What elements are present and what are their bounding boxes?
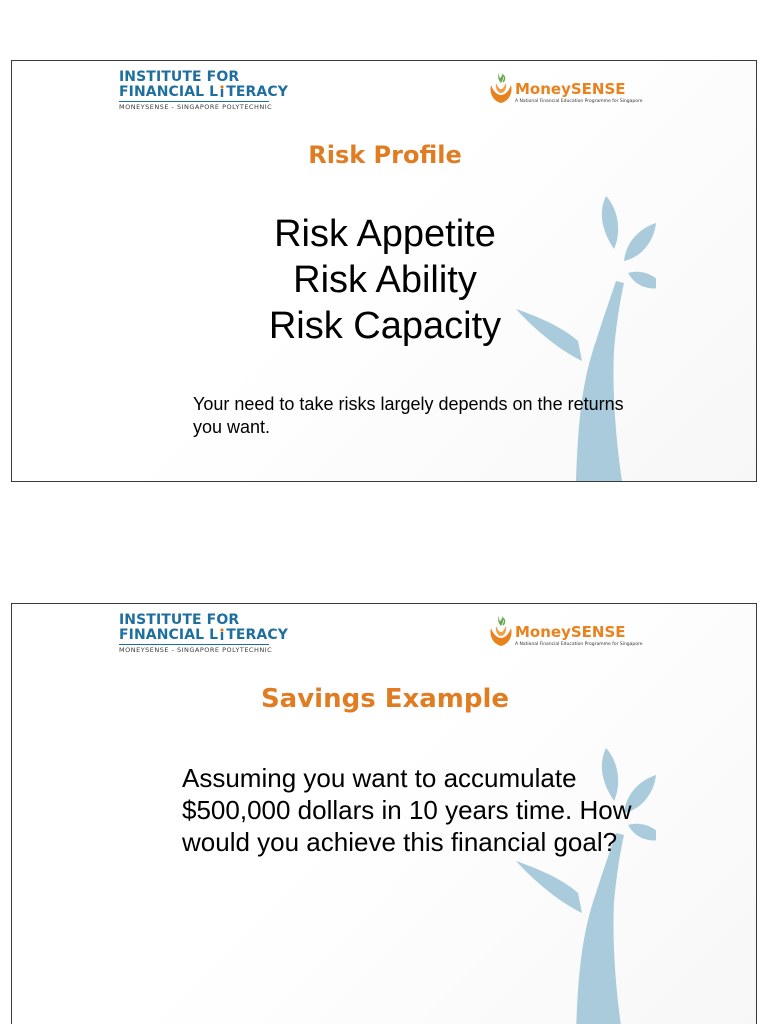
savings-question: Assuming you want to accumulate $500,000 dollars in 10 years time. How would you achieve this financial goal? (182, 763, 632, 857)
ifl-logo-subtitle: MONEYSENSE - SINGAPORE POLYTECHNIC (119, 646, 273, 654)
ifl-logo-line2-a: FINANCIAL L (119, 84, 219, 100)
ifl-logo-line2-b: TERACY (226, 627, 288, 643)
moneysense-flame-icon (487, 614, 515, 648)
moneysense-wordmark (515, 81, 626, 97)
institute-for-financial-literacy-logo (119, 613, 289, 657)
ifl-logo-subtitle: MONEYSENSE - SINGAPORE POLYTECHNIC (119, 103, 273, 111)
moneysense-logo (487, 614, 657, 654)
risk-item-capacity: Risk Capacity (268, 305, 502, 347)
person-figure-icon (219, 628, 225, 640)
moneysense-tagline: A National Financial Education Programme for Singapore (515, 99, 643, 104)
moneysense-wordmark-sense: SENSE (570, 623, 626, 641)
ifl-logo-line2-a: FINANCIAL L (119, 627, 219, 643)
risk-item-ability: Risk Ability (293, 259, 477, 301)
moneysense-tagline: A National Financial Education Programme for Singapore (515, 642, 643, 647)
ifl-logo-line1: INSTITUTE FOR (119, 612, 240, 628)
slide-risk-profile (11, 60, 757, 482)
moneysense-wordmark (515, 624, 626, 640)
moneysense-wordmark-money: Money (515, 623, 571, 641)
moneysense-flame-icon (487, 71, 515, 105)
slide-title: Savings Example (260, 684, 510, 714)
risk-item-appetite: Risk Appetite (274, 213, 496, 255)
ifl-logo-line2-b: TERACY (226, 84, 288, 100)
ifl-logo-line2 (119, 85, 289, 100)
risk-note: Your need to take risks largely depends on the returns you want. (193, 394, 624, 437)
ifl-logo-line1: INSTITUTE FOR (119, 69, 240, 85)
person-figure-icon (219, 85, 225, 97)
moneysense-wordmark-money: Money (515, 80, 571, 98)
institute-for-financial-literacy-logo (119, 70, 289, 114)
ifl-logo-line2 (119, 628, 289, 643)
moneysense-wordmark-sense: SENSE (570, 80, 626, 98)
moneysense-logo (487, 71, 657, 111)
slide-title: Risk Profile (308, 141, 462, 169)
slide-savings-example (11, 603, 757, 1024)
risk-list (12, 211, 757, 349)
